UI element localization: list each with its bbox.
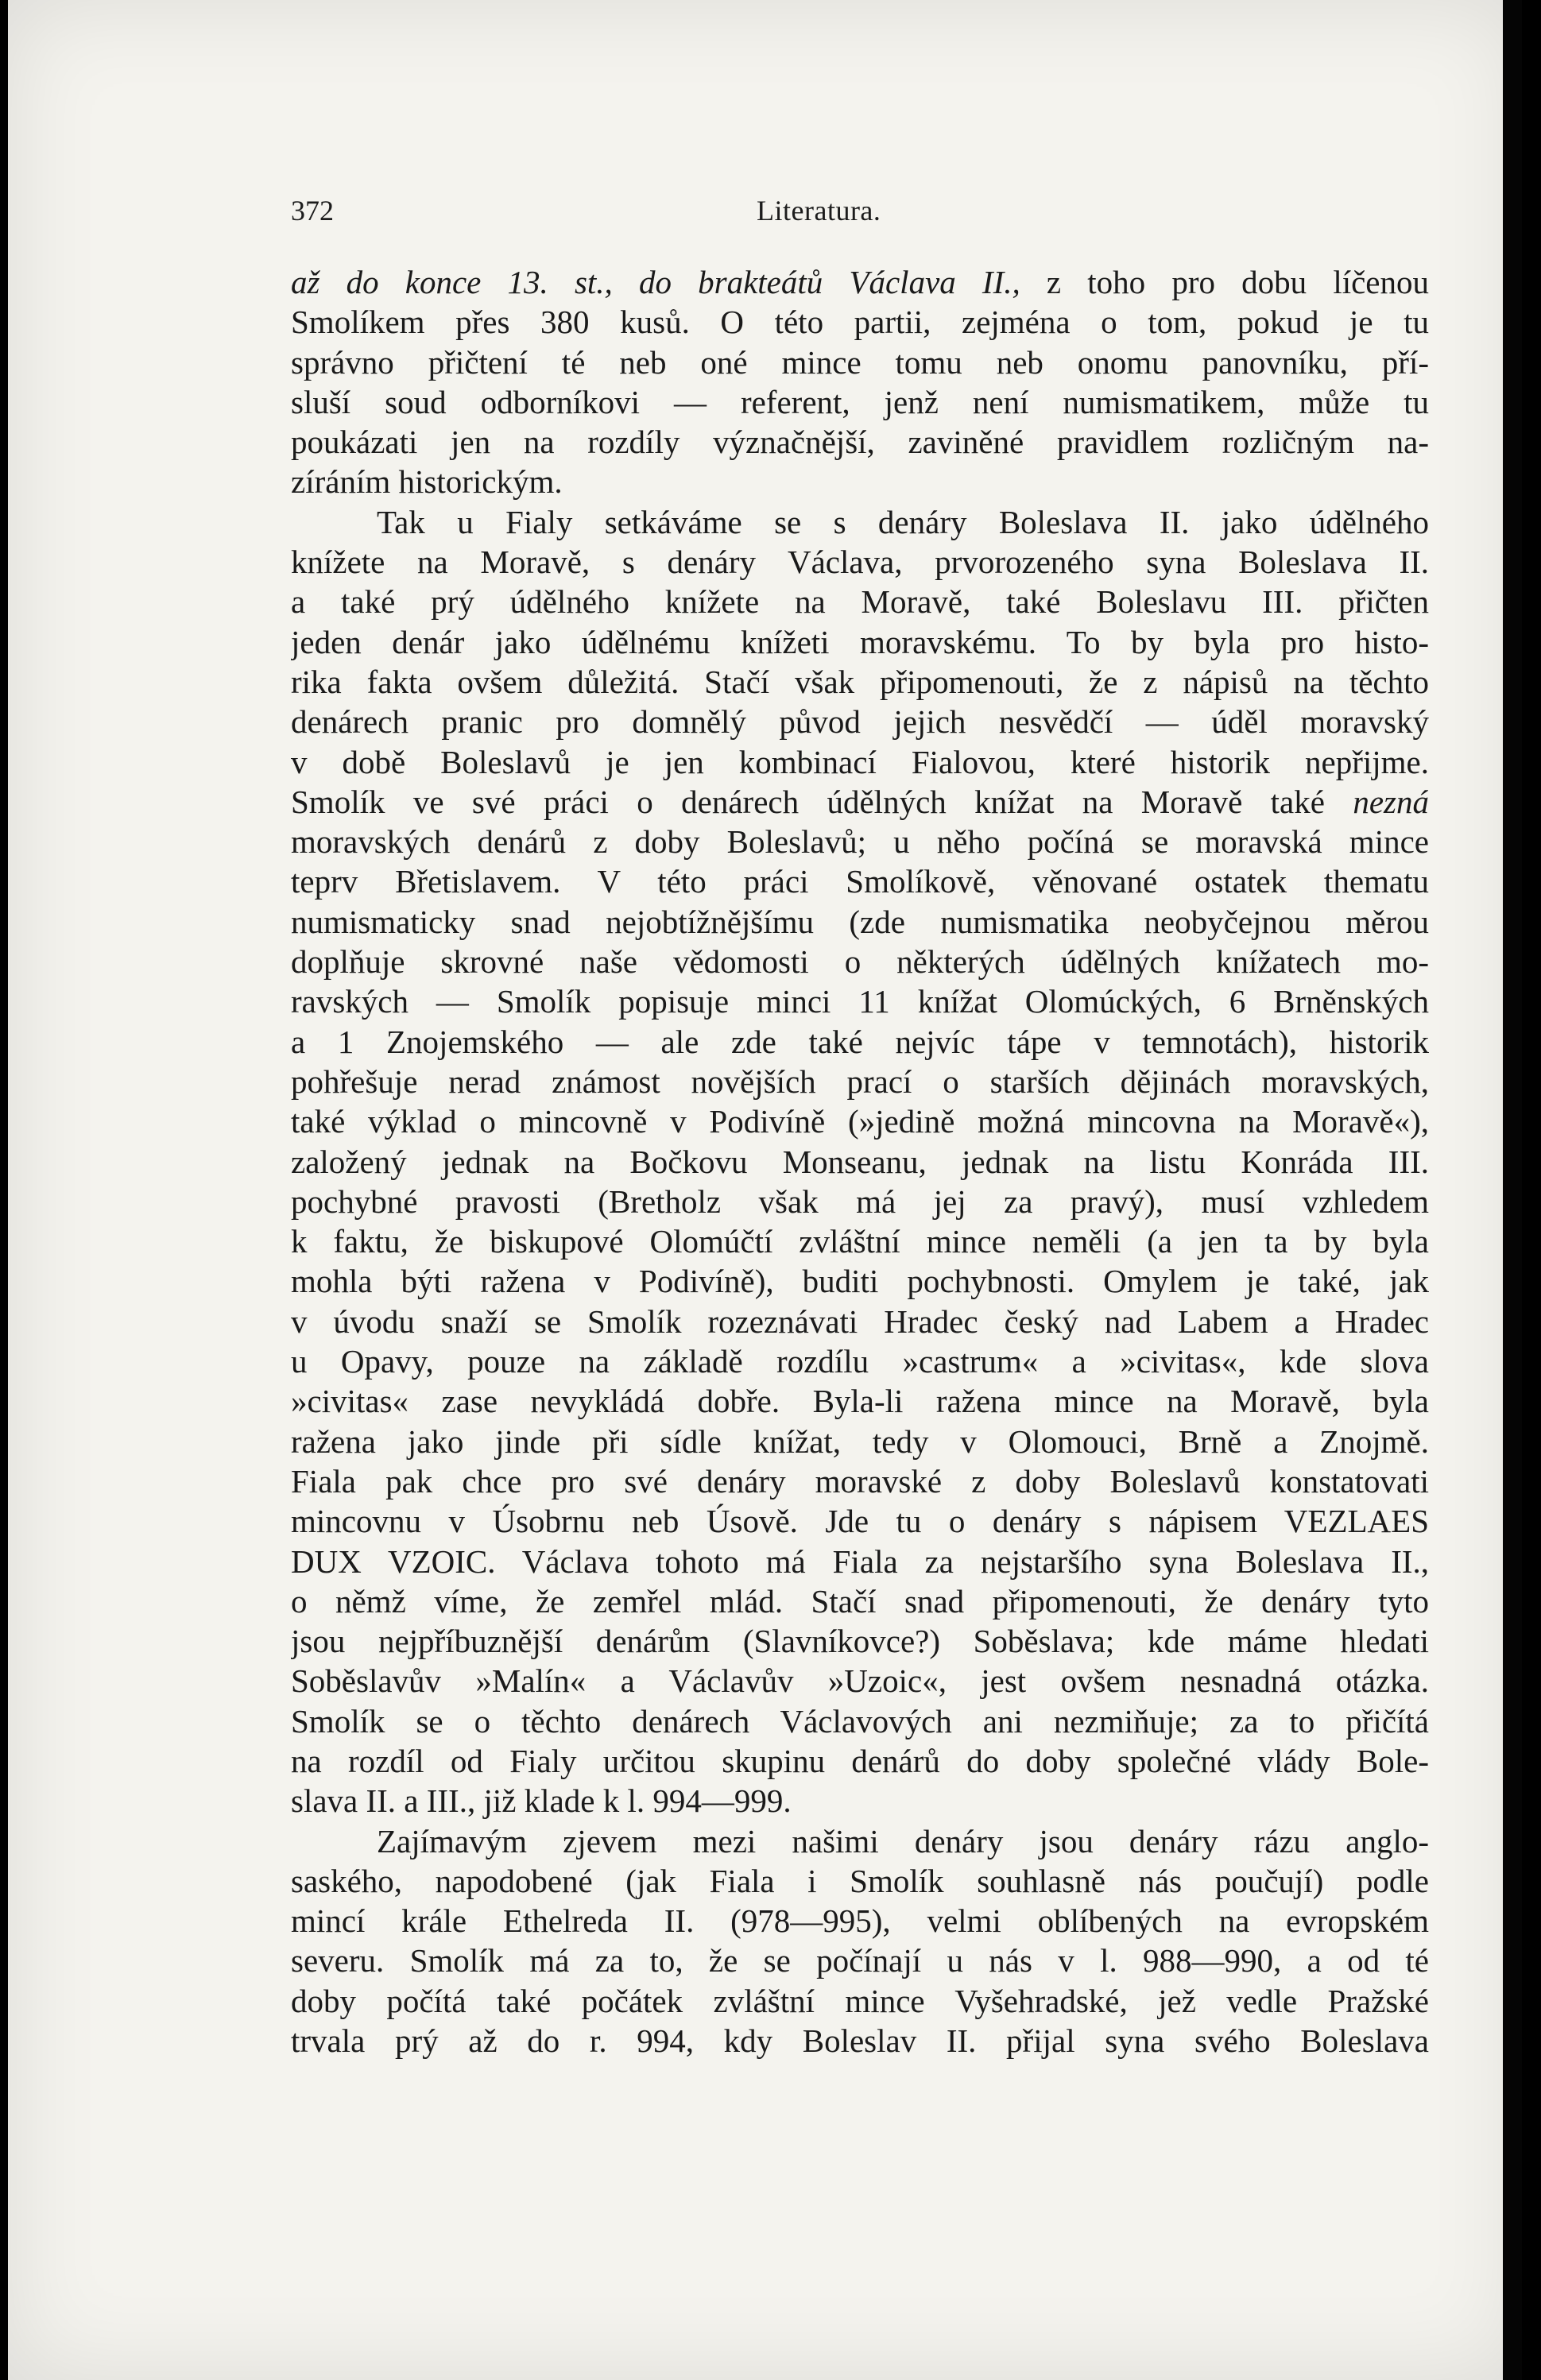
body-text [291, 262, 1429, 2061]
text-line [291, 1341, 1429, 1381]
text-line [291, 1302, 1429, 1341]
text-line [291, 582, 1429, 621]
text-line [291, 1422, 1429, 1461]
text-line [291, 542, 1429, 582]
line-text: Smolík ve své práci o denárech údělných knížat na Moravě také [291, 783, 1353, 820]
line-text: ražena jako jinde při sídle knížat, tedy v Olomouci, Brně a Znojmě. [291, 1422, 1429, 1460]
page-number: 372 [291, 195, 334, 226]
text-line [291, 702, 1429, 741]
line-text: trvala prý až do r. 994, kdy Boleslav II. přijal syna svého Boleslava [291, 2022, 1429, 2060]
italic-phrase: až do konce 13. st., do brakteátů Václava II., [291, 264, 1020, 300]
line-text: z toho pro dobu líčenou [1020, 264, 1429, 300]
text-line [291, 1142, 1429, 1182]
text-line [291, 422, 1429, 462]
text-line [291, 942, 1429, 981]
text-line [291, 1901, 1429, 1941]
text-line [291, 1381, 1429, 1421]
line-text: Smolíkem přes 380 kusů. O této partii, zejména o tom, pokud je tu [291, 304, 1429, 341]
text-line [291, 1861, 1429, 1901]
line-text: Smolík se o těchto denárech Václavových ani nezmiňuje; za to přičítá [291, 1702, 1429, 1740]
text-line [291, 1501, 1429, 1541]
line-text: knížete na Moravě, s denáry Václava, prvorozeného syna Boleslava II. [291, 544, 1429, 581]
text-line [291, 302, 1429, 342]
line-text: na rozdíl od Fialy určitou skupinu denárů do doby společné vlády Bole- [291, 1742, 1429, 1779]
text-line [291, 1821, 1429, 1861]
text-line [291, 1461, 1429, 1501]
line-text: zíráním historickým. [291, 463, 563, 501]
line-text: Fiala pak chce pro své denáry moravské z doby Boleslavů konstatovati [291, 1462, 1429, 1500]
line-text: mincí krále Ethelreda II. (978—995), velmi oblíbených na evropském [291, 1902, 1429, 1940]
text-line [291, 742, 1429, 782]
text-line [291, 782, 1429, 822]
line-text: Soběslavův »Malín« a Václavův »Uzoic«, jest ovšem nesnadná otázka. [291, 1662, 1429, 1700]
text-line [291, 1781, 1429, 1821]
text-line [291, 382, 1429, 422]
line-text: poukázati jen na rozdíly význačnější, zaviněné pravidlem rozličným na- [291, 424, 1429, 461]
line-text: doplňuje skrovné naše vědomosti o některých údělných knížatech mo- [291, 943, 1429, 981]
text-line [291, 1981, 1429, 2021]
page-edge-shadow [1503, 0, 1522, 2380]
line-text: Zajímavým zjevem mezi našimi denáry jsou denáry rázu anglo- [377, 1822, 1429, 1859]
line-text: jeden denár jako údělnému knížeti moravskému. To by byla pro histo- [291, 623, 1429, 660]
text-line [291, 1261, 1429, 1301]
text-line [291, 622, 1429, 662]
line-text: saského, napodobené (jak Fiala i Smolík souhlasně nás poučují) podle [291, 1862, 1429, 1899]
line-text: a 1 Znojemského — ale zde také nejvíc tápe v temnotách), historik [291, 1023, 1429, 1060]
line-text: sluší soud odborníkovi — referent, jenž není numismatikem, může tu [291, 383, 1429, 420]
text-line [291, 1621, 1429, 1661]
line-text: slava II. a III., již klade k l. 994—999. [291, 1782, 792, 1820]
text-line [291, 342, 1429, 382]
running-title: Literatura. [757, 195, 881, 226]
line-text: moravských denárů z doby Boleslavů; u něho počíná se moravská mince [291, 823, 1429, 861]
text-line [291, 1741, 1429, 1781]
line-text: denárech pranic pro domnělý původ jejich nesvědčí — úděl moravský [291, 703, 1429, 741]
line-text: mincovnu v Úsobrnu neb Úsově. Jde tu o denáry s nápisem VEZLAES [291, 1503, 1429, 1540]
scanned-page [8, 0, 1522, 2380]
text-line [291, 1062, 1429, 1101]
line-text: rika fakta ovšem důležitá. Stačí však připomenouti, že z nápisů na těchto [291, 663, 1429, 700]
line-text: doby počítá také počátek zvláštní mince Vyšehradské, jež vedle Pražské [291, 1982, 1429, 2019]
line-text: Tak u Fialy setkáváme se s denáry Boleslava II. jako údělného [377, 503, 1429, 540]
text-line [291, 1182, 1429, 1221]
line-text: založený jednak na Bočkovu Monseanu, jednak na listu Konráda III. [291, 1143, 1429, 1180]
text-line [291, 262, 1429, 302]
text-line [291, 1542, 1429, 1581]
text-line [291, 1221, 1429, 1261]
text-line [291, 1581, 1429, 1621]
line-text: pochybné pravosti (Bretholz však má jej za pravý), musí vzhledem [291, 1182, 1429, 1220]
line-text: správno přičtení té neb oné mince tomu neb onomu panovníku, pří- [291, 343, 1429, 381]
line-text: severu. Smolík má za to, že se počínají u nás v l. 988—990, a od té [291, 1942, 1429, 1979]
line-text: o němž víme, že zemřel mlád. Stačí snad připomenouti, že denáry tyto [291, 1582, 1429, 1620]
italic-phrase: nezná [1353, 783, 1429, 820]
line-text: také výklad o mincovně v Podivíně (»jedině možná mincovna na Moravě«), [291, 1103, 1429, 1140]
text-line [291, 2021, 1429, 2061]
text-line [291, 1101, 1429, 1141]
text-line [291, 902, 1429, 942]
text-line [291, 981, 1429, 1021]
text-line [291, 462, 1429, 501]
line-text: »civitas« zase nevykládá dobře. Byla-li ražena mince na Moravě, byla [291, 1383, 1429, 1420]
text-line [291, 1701, 1429, 1741]
line-text: a také prý údělného knížete na Moravě, také Boleslavu III. přičten [291, 583, 1429, 621]
line-text: ravských — Smolík popisuje minci 11 knížat Olomúckých, 6 Brněnských [291, 983, 1429, 1020]
text-line [291, 1661, 1429, 1701]
line-text: teprv Břetislavem. V této práci Smolíkově, věnované ostatek thematu [291, 863, 1429, 900]
text-line [291, 662, 1429, 702]
line-text: pohřešuje nerad známost novějších prací o starších dějinách moravských, [291, 1062, 1429, 1100]
text-line [291, 822, 1429, 861]
line-text: u Opavy, pouze na základě rozdílu »castrum« a »civitas«, kde slova [291, 1343, 1429, 1380]
page-header [291, 194, 1483, 234]
line-text: DUX VZOIC. Václava tohoto má Fiala za nejstaršího syna Boleslava II., [291, 1542, 1429, 1580]
text-line [291, 1022, 1429, 1062]
line-text: k faktu, že biskupové Olomúčtí zvláštní mince neměli (a jen ta by byla [291, 1223, 1429, 1260]
line-text: numismaticky snad nejobtížnějšímu (zde numismatika neobyčejnou měrou [291, 903, 1429, 940]
line-text: mohla býti ražena v Podivíně), buditi pochybnosti. Omylem je také, jak [291, 1263, 1429, 1300]
text-line [291, 502, 1429, 542]
line-text: v úvodu snaží se Smolík rozeznávati Hradec český nad Labem a Hradec [291, 1302, 1429, 1340]
line-text: v době Boleslavů je jen kombinací Fialovou, které historik nepřijme. [291, 743, 1429, 780]
text-line [291, 861, 1429, 901]
line-text: jsou nejpříbuznější denárům (Slavníkovce?) Soběslava; kde máme hledati [291, 1623, 1429, 1660]
text-line [291, 1941, 1429, 1980]
